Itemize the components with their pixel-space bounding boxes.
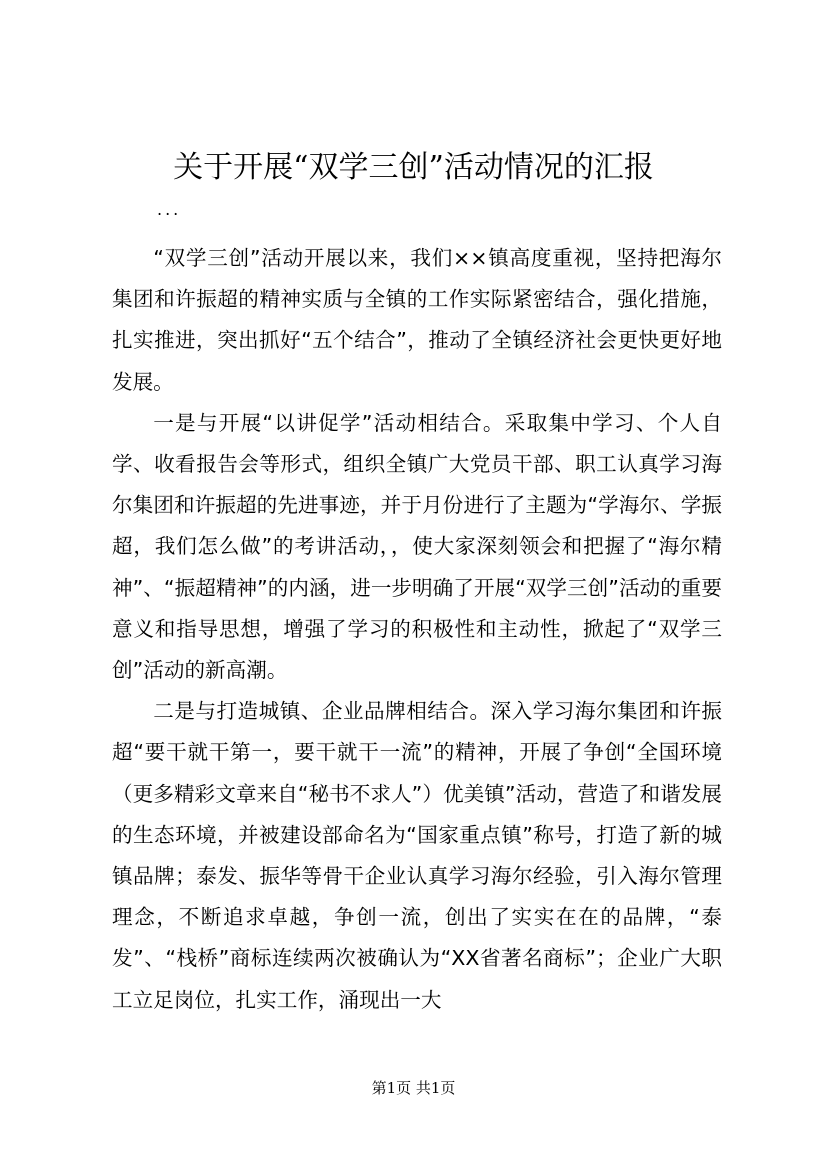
page-footer: 第1页 共1页	[371, 1079, 456, 1097]
ellipsis-marker: ...	[157, 200, 182, 219]
document-title: 关于开展“双学三创”活动情况的汇报	[173, 150, 654, 185]
document-body	[112, 238, 722, 1021]
paragraph-intro: “双学三创”活动开展以来，我们××镇高度重视，坚持把海尔集团和许振超的精神实质与全镇的工作实际紧密结合，强化措施，扎实推进，突出抓好“五个结合”，推动了全镇经济社会更快更好地发展。	[112, 246, 722, 394]
paragraph-two: 二是与打造城镇、企业品牌相结合。深入学习海尔集团和许振超“要干就干第一，要干就干一流”的精神，开展了争创“全国环境（更多精彩文章来自“秘书不求人”）优美镇”活动，营造了和谐发展的生态环境，并被建设部命名为“国家重点镇”称号，打造了新的城镇品牌；泰发、振华等骨干企业认真学习海尔经验，引入海尔管理理念，不断追求卓越，争创一流，创出了实实在在的品牌，“泰发”、“栈桥”商标连续两次被确认为“XX省著名商标”；企业广大职工立足岗位，扎实工作，涌现出一大	[112, 699, 722, 1012]
paragraph-one: 一是与开展“以讲促学”活动相结合。采取集中学习、个人自学、收看报告会等形式，组织全镇广大党员干部、职工认真学习海尔集团和许振超的先进事迹，并于月份进行了主题为“学海尔、学振超，我们怎么做”的考讲活动，，使大家深刻领会和把握了“海尔精神”、“振超精神”的内涵，进一步明确了开展“双学三创”活动的重要意义和指导思想，增强了学习的积极性和主动性，掀起了“双学三创”活动的新高潮。	[112, 410, 722, 683]
